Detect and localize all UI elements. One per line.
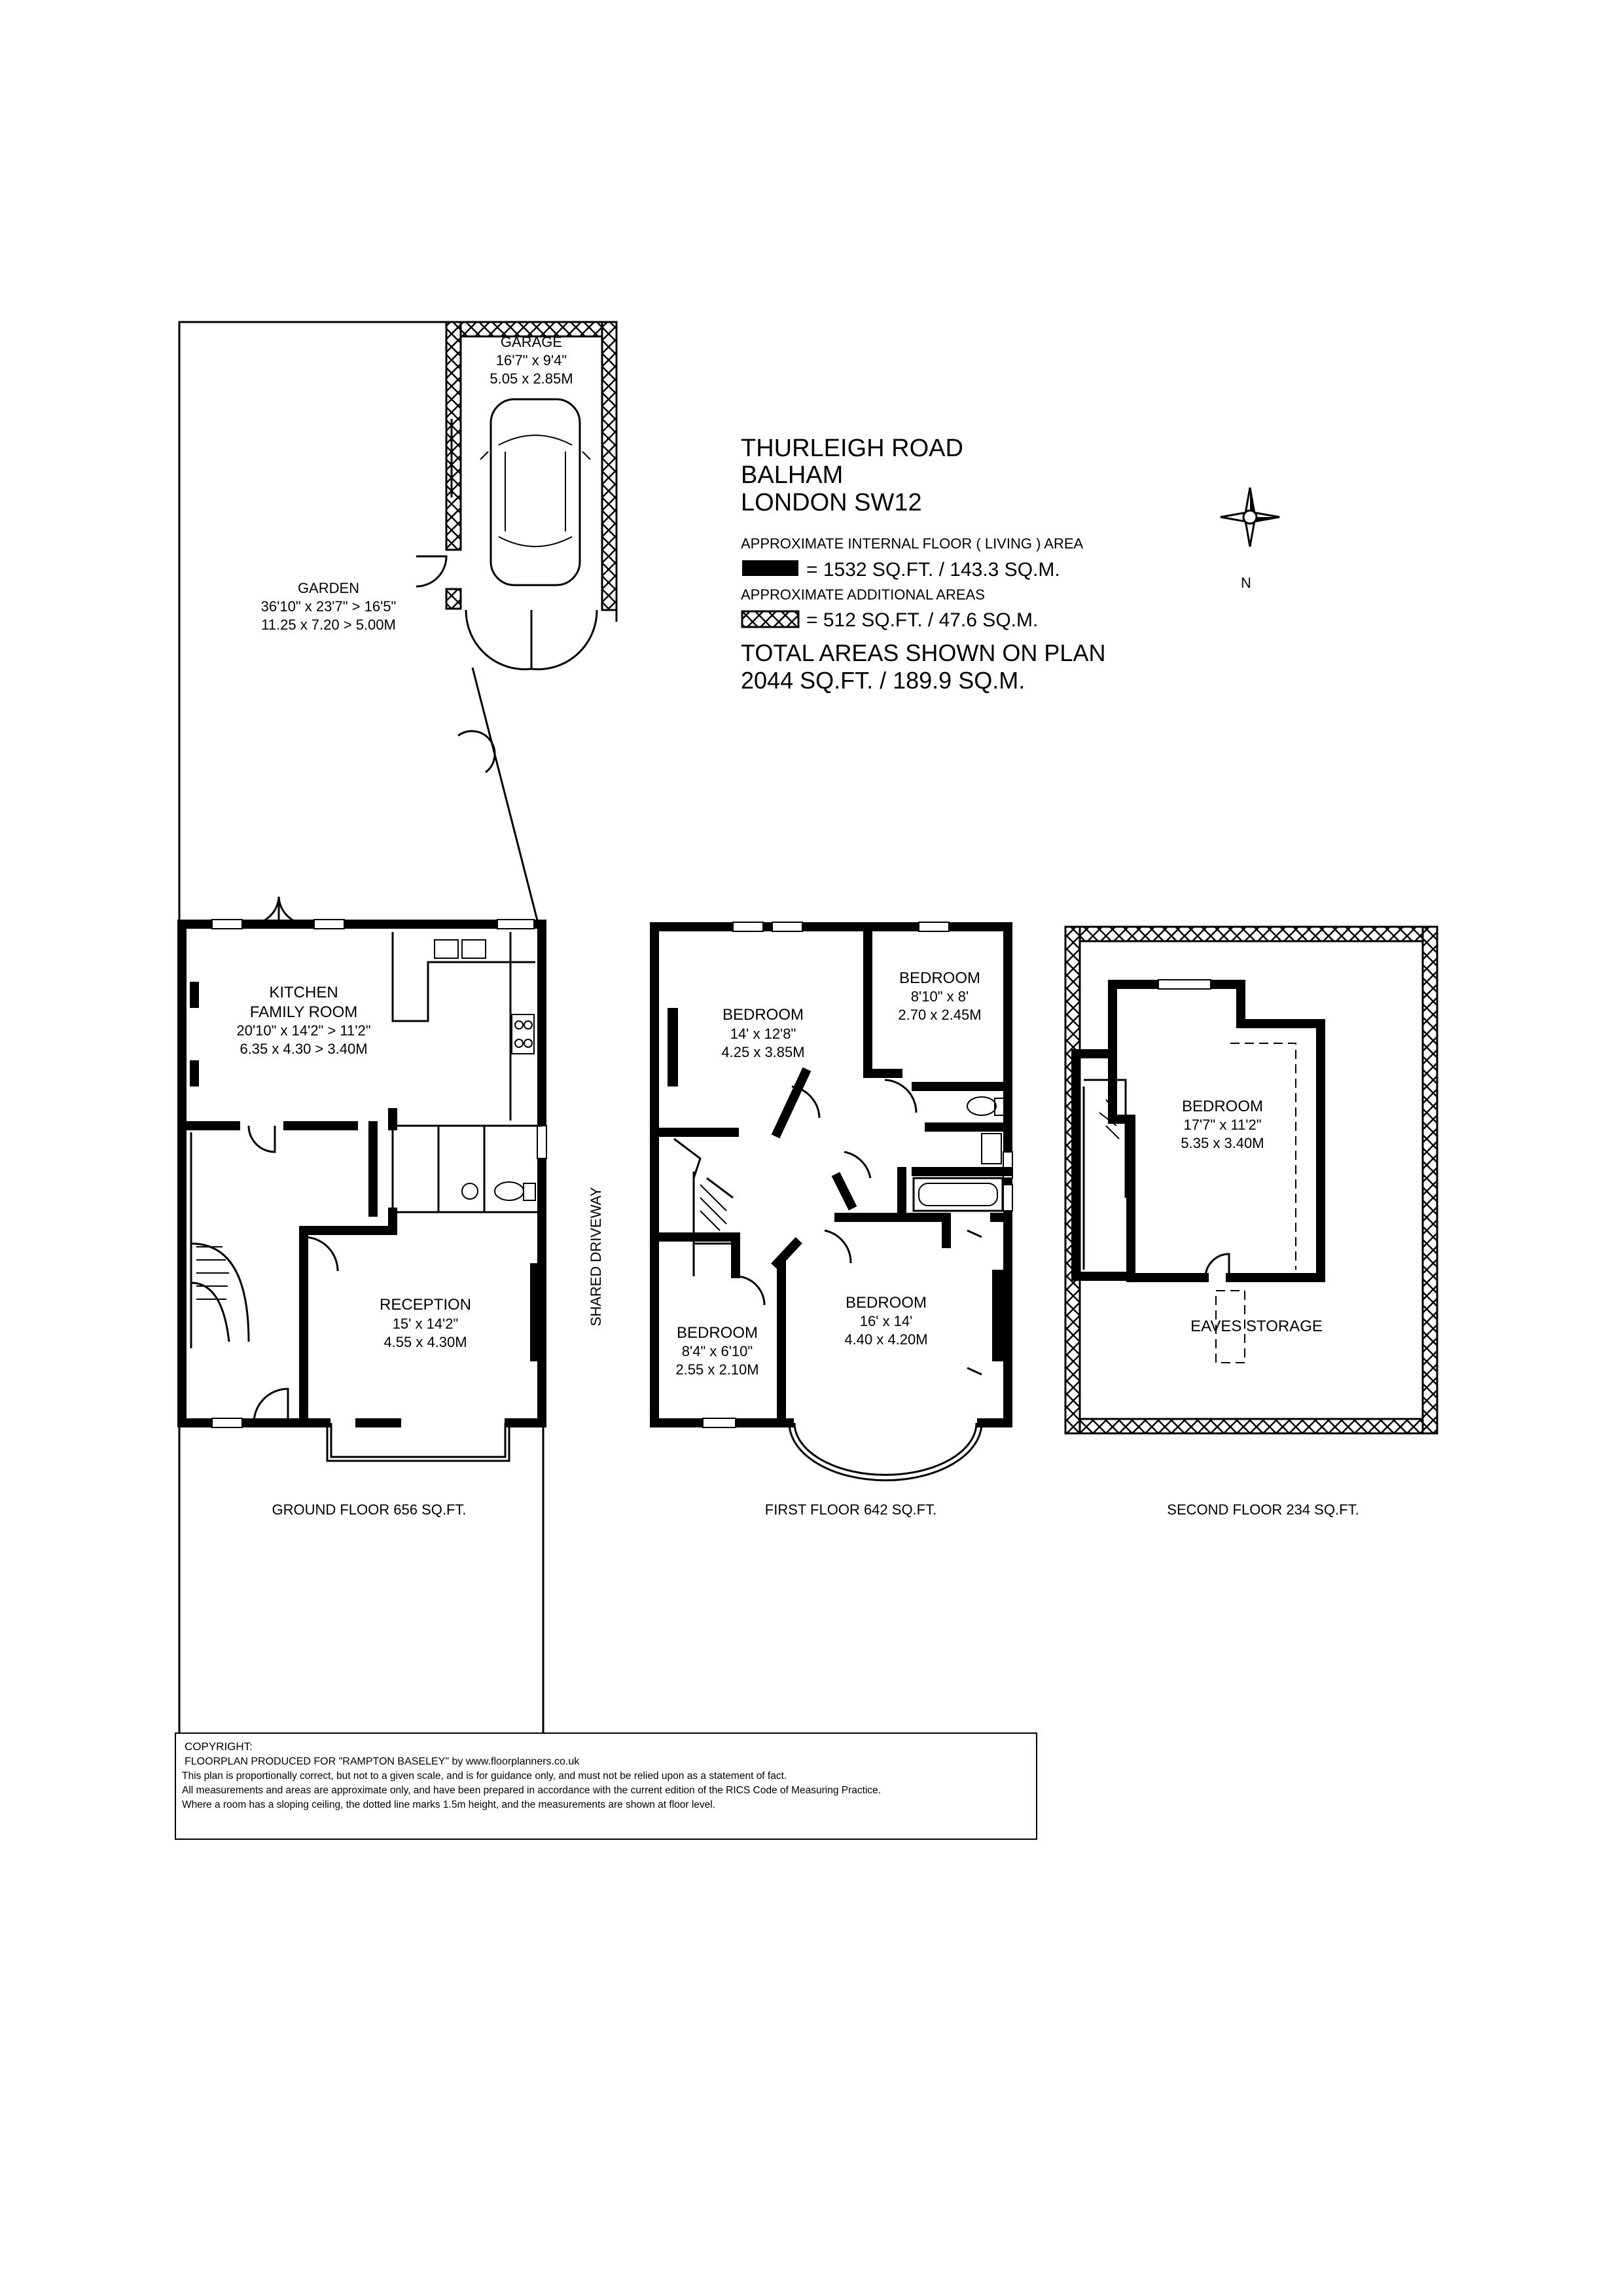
front-garden-boundary (179, 1427, 543, 1778)
staircase (191, 1132, 249, 1348)
svg-text:5.05 x 2.85M: 5.05 x 2.85M (490, 370, 573, 387)
svg-text:20'10" x 14'2" > 11'2": 20'10" x 14'2" > 11'2" (236, 1022, 371, 1039)
svg-text:6.35 x 4.30 > 3.40M: 6.35 x 4.30 > 3.40M (240, 1041, 368, 1057)
address-line-3: LONDON SW12 (741, 489, 922, 516)
svg-text:17'7" x 11'2": 17'7" x 11'2" (1183, 1117, 1262, 1133)
compass-north-label: N (1241, 575, 1251, 591)
sink-icon (435, 940, 486, 958)
total-area-title: TOTAL AREAS SHOWN ON PLAN (741, 639, 1106, 666)
area-legend (741, 535, 1105, 694)
svg-text:36'10" x 23'7" > 16'5": 36'10" x 23'7" > 16'5" (260, 598, 397, 615)
svg-text:BEDROOM: BEDROOM (845, 1294, 927, 1312)
car-icon (480, 399, 590, 585)
basin-icon (982, 1134, 1001, 1164)
shared-driveway-label: SHARED DRIVEWAY (588, 1187, 604, 1327)
svg-text:16'7" x 9'4": 16'7" x 9'4" (495, 352, 567, 368)
garden-side-fence (473, 668, 538, 923)
sloping-ceiling-line (1230, 1043, 1296, 1270)
svg-text:BEDROOM: BEDROOM (722, 1006, 804, 1024)
svg-text:11.25 x 7.20 > 5.00M: 11.25 x 7.20 > 5.00M (261, 617, 396, 633)
garden-label (261, 580, 397, 633)
copyright-box (175, 1733, 1037, 1839)
compass-icon (1221, 488, 1279, 591)
copyright-line-3: This plan is proportionally correct, but not to a given scale, and is for guidance only, and must not be relied upon as a statement of fact. (182, 1770, 787, 1782)
svg-text:BEDROOM: BEDROOM (676, 1324, 758, 1342)
copyright-line-5: Where a room has a sloping ceiling, the dotted line marks 1.5m height, and the measurements are shown at floor level. (182, 1799, 716, 1810)
first-floor-bay-window (789, 1423, 982, 1480)
second-floor-caption: SECOND FLOOR 234 SQ.FT. (1167, 1501, 1359, 1518)
svg-text:8'4" x 6'10": 8'4" x 6'10" (681, 1343, 753, 1359)
svg-text:2.70 x 2.45M: 2.70 x 2.45M (898, 1007, 982, 1023)
internal-area-swatch (742, 560, 798, 576)
bedroom-b-label (898, 969, 981, 1023)
internal-area-label: APPROXIMATE INTERNAL FLOOR ( LIVING ) AREA (741, 535, 1084, 552)
first-floor-caption: FIRST FLOOR 642 SQ.FT. (764, 1501, 937, 1518)
kitchen-label (236, 984, 370, 1057)
garage-side-door (416, 556, 446, 586)
copyright-line-2: FLOORPLAN PRODUCED FOR "RAMPTON BASELEY" by www.floorplanners.co.uk (185, 1756, 580, 1767)
ground-floor-caption: GROUND FLOOR 656 SQ.FT. (272, 1501, 467, 1518)
svg-text:GARDEN: GARDEN (297, 580, 360, 596)
svg-text:4.25 x 3.85M: 4.25 x 3.85M (721, 1044, 805, 1060)
svg-text:GARAGE: GARAGE (500, 334, 563, 350)
svg-text:2.55 x 2.10M: 2.55 x 2.10M (675, 1361, 759, 1378)
reception-label (380, 1296, 471, 1350)
svg-text:14' x 12'8": 14' x 12'8" (730, 1026, 796, 1042)
svg-text:8'10" x 8': 8'10" x 8' (910, 988, 969, 1005)
ground-floor-walls (182, 924, 542, 1423)
garden-gate (458, 731, 495, 772)
svg-text:16' x 14': 16' x 14' (859, 1313, 913, 1329)
garage-label (490, 334, 573, 387)
bedroom-a-label (721, 1006, 804, 1060)
garage-wall-right (602, 322, 616, 610)
eaves-storage-label: EAVES STORAGE (1190, 1318, 1323, 1335)
svg-text:4.55 x 4.30M: 4.55 x 4.30M (383, 1334, 467, 1350)
svg-text:RECEPTION: RECEPTION (379, 1296, 472, 1314)
internal-area-value: = 1532 SQ.FT. / 143.3 SQ.M. (806, 559, 1060, 581)
svg-text:4.40 x 4.20M: 4.40 x 4.20M (844, 1331, 928, 1348)
garage-wall-left (446, 322, 461, 550)
toilet-icon (967, 1097, 1004, 1115)
svg-text:FAMILY ROOM: FAMILY ROOM (249, 1003, 358, 1021)
reception-bay-window (327, 1423, 509, 1461)
front-door (254, 1389, 288, 1423)
copyright-line-4: All measurements and areas are approximate only, and have been prepared in accordance with the current edition of the RICS Code of Measuring Practice. (182, 1785, 882, 1796)
bedroom-d-label (844, 1294, 927, 1348)
address-line-1: THURLEIGH ROAD (741, 435, 963, 462)
staircase (694, 1172, 733, 1276)
second-bedroom-label (1181, 1098, 1264, 1151)
svg-text:5.35 x 3.40M: 5.35 x 3.40M (1181, 1135, 1264, 1151)
ground-floor-plan (179, 322, 616, 1778)
additional-area-swatch (742, 611, 798, 627)
toilet-icon (495, 1182, 535, 1200)
garage-double-doors (466, 610, 597, 670)
svg-text:15' x 14'2": 15' x 14'2" (392, 1316, 459, 1332)
first-floor-plan (654, 922, 1012, 1518)
svg-text:BEDROOM: BEDROOM (1181, 1098, 1264, 1115)
copyright-line-1: COPYRIGHT: (185, 1740, 253, 1753)
svg-text:KITCHEN: KITCHEN (269, 984, 338, 1001)
basin-icon (462, 1183, 478, 1199)
bedroom-c-label (675, 1324, 758, 1378)
additional-area-label: APPROXIMATE ADDITIONAL AREAS (741, 586, 985, 603)
address-line-2: BALHAM (741, 461, 844, 489)
total-area-value: 2044 SQ.FT. / 189.9 SQ.M. (741, 667, 1026, 694)
svg-text:BEDROOM: BEDROOM (899, 969, 981, 987)
hob-icon (512, 1014, 534, 1054)
additional-area-value: = 512 SQ.FT. / 47.6 SQ.M. (806, 609, 1039, 631)
kitchen-worktop (393, 932, 535, 1121)
second-floor-plan (1065, 927, 1437, 1518)
address-block (741, 435, 963, 516)
